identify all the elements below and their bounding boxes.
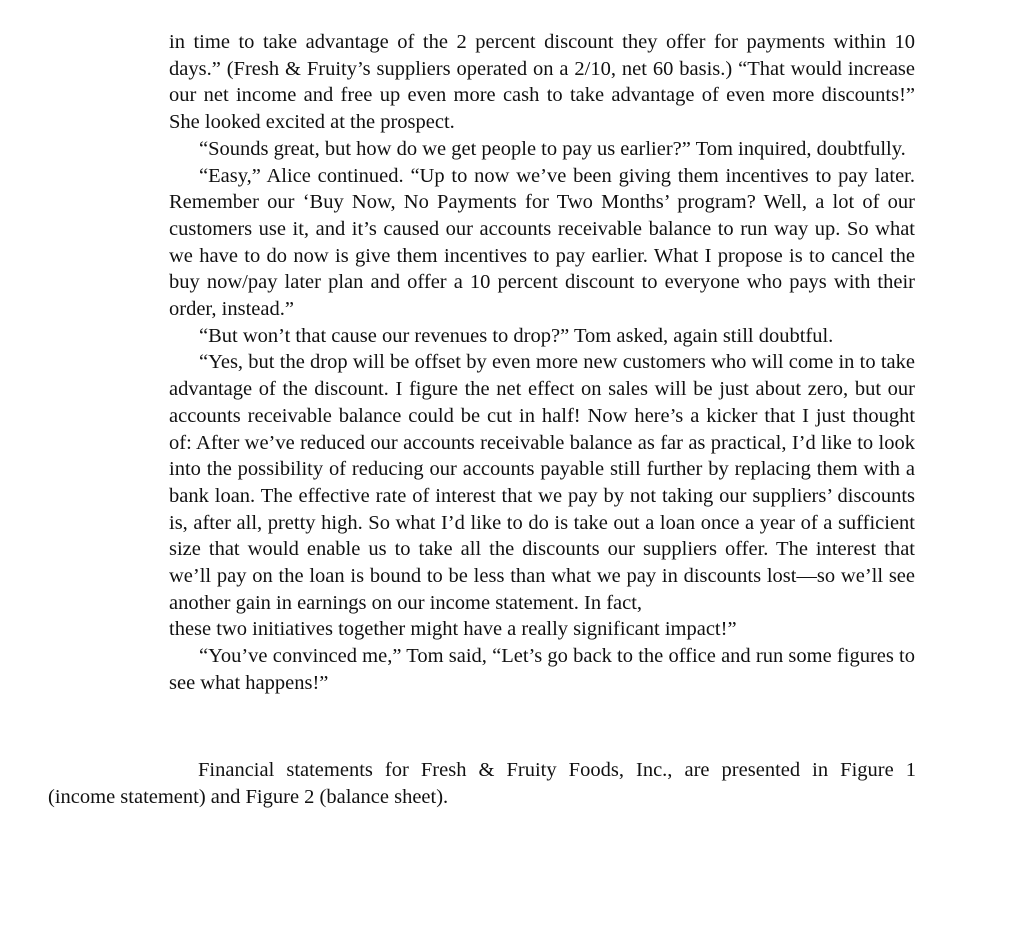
text-line: doubtfully. (816, 137, 906, 160)
text-line: on the loan is bound to be less than what we pay in discounts lost—so we’ll see (252, 565, 915, 588)
paragraph-alice-explanation (169, 349, 915, 643)
text-line: another gain in earnings on our income statement. In fact, (169, 591, 643, 614)
text-line: way up. So what we have to do now is give them incentives to pay earlier. What I (169, 217, 915, 267)
text-line: lot of our customers use it, and it’s caused our accounts receivable balance to run (169, 191, 916, 240)
paragraph-tom-doubt (169, 323, 915, 350)
paragraph-tom-convinced (169, 643, 915, 696)
body-text (169, 29, 915, 697)
text-line: propose is to cancel the buy now/pay later plan and offer a 10 percent discount to (169, 244, 916, 294)
text-line: “Easy,” Alice continued. “Up to now we’ve been giving them incentives to pay (199, 164, 868, 187)
text-line: in time to take advantage of the 2 percent discount they offer for payments within (169, 31, 886, 53)
text-line: Financial statements for Fresh & Fruity Foods, Inc., are presented in Figure 1 (198, 759, 916, 781)
text-line: kicker that I just thought of: After we’ve reduced our accounts receivable balance (169, 404, 916, 454)
paragraph-alice-proposal (169, 163, 915, 323)
text-line: enable us to take all the discounts our suppliers offer. The interest that we’ll pay (169, 538, 915, 588)
text-line: these two initiatives together might have a really significant impact!” (169, 618, 737, 641)
text-line: in to take advantage of the discount. I figure the net effect on sales will be just (169, 351, 915, 401)
text-line: 10 days.” (Fresh & Fruity’s suppliers operated on a 2/10, net 60 basis.) “That would (169, 31, 915, 80)
paragraph-financial-statements (48, 757, 916, 810)
text-line: “Sounds great, but how do we get people to pay us earlier?” Tom inquired, (199, 137, 812, 160)
text-line: as far as practical, I’d like to look into the possibility of reducing our accounts (169, 431, 916, 481)
text-line: payable still further by replacing them with a bank loan. The effective rate of (169, 458, 916, 507)
text-line: So what I’d like to do is take out a loan once a year of a sufficient size that would (169, 511, 915, 561)
text-line: later. Remember our ‘Buy Now, No Payments for Two Months’ program? Well, a (169, 164, 915, 214)
text-line: about zero, but our accounts receivable balance could be cut in half! Now here’s a (169, 378, 916, 427)
text-line: everyone who pays with their order, instead.” (169, 271, 915, 321)
text-line: “You’ve convinced me,” Tom said, “Let’s go back to the office and run some (199, 645, 832, 668)
text-line: figures to see what happens!” (169, 645, 916, 694)
paragraph-discount-offer (169, 29, 915, 136)
text-line: “But won’t that cause our revenues to drop?” Tom asked, again still doubtful. (199, 324, 834, 347)
paragraph-tom-inquiry (169, 136, 915, 163)
text-line: discounts!” She looked excited at the prospect. (169, 84, 915, 134)
text-line: “Yes, but the drop will be offset by even more new customers who will come (199, 351, 834, 374)
text-line: interest that we pay by not taking our suppliers’ discounts is, after all, pretty high. (169, 484, 916, 534)
text-line: increase our net income and free up even more cash to take advantage of even more (169, 57, 916, 107)
text-line: (income statement) and Figure 2 (balance sheet). (48, 785, 449, 808)
